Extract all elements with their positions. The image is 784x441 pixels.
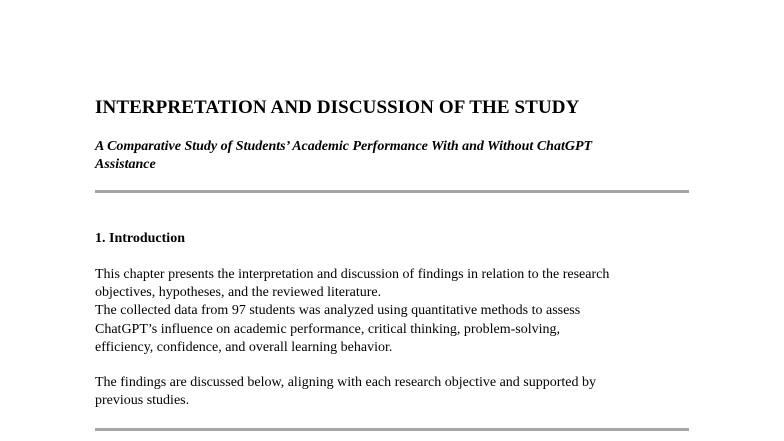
document-title: INTERPRETATION AND DISCUSSION OF THE STUDY bbox=[95, 97, 580, 118]
paragraph-line: The collected data from 97 students was analyzed using quantitative methods to assess bbox=[95, 303, 581, 319]
paragraph-line: The findings are discussed below, aligning with each research objective and supported by bbox=[95, 375, 596, 390]
paragraph-line: efficiency, confidence, and overall learning behavior. bbox=[95, 339, 393, 355]
paragraph-line: This chapter presents the interpretation and discussion of findings in relation to the research bbox=[95, 267, 610, 282]
paragraph-line: objectives, hypotheses, and the reviewed literature. bbox=[95, 285, 382, 301]
section-heading: 1. Introduction bbox=[95, 231, 185, 246]
paragraph-line: ChatGPT’s influence on academic performance, critical thinking, problem-solving, bbox=[95, 321, 560, 337]
document-subtitle bbox=[95, 138, 695, 174]
subtitle-line: A Comparative Study of Students’ Academic Performance With and Without ChatGPT bbox=[95, 139, 593, 154]
paragraph-line: previous studies. bbox=[95, 393, 190, 409]
subtitle-line: Assistance bbox=[95, 157, 156, 172]
findings-paragraph bbox=[95, 374, 695, 410]
horizontal-divider bbox=[95, 428, 689, 431]
horizontal-divider bbox=[95, 190, 689, 193]
introduction-paragraph bbox=[95, 266, 695, 357]
